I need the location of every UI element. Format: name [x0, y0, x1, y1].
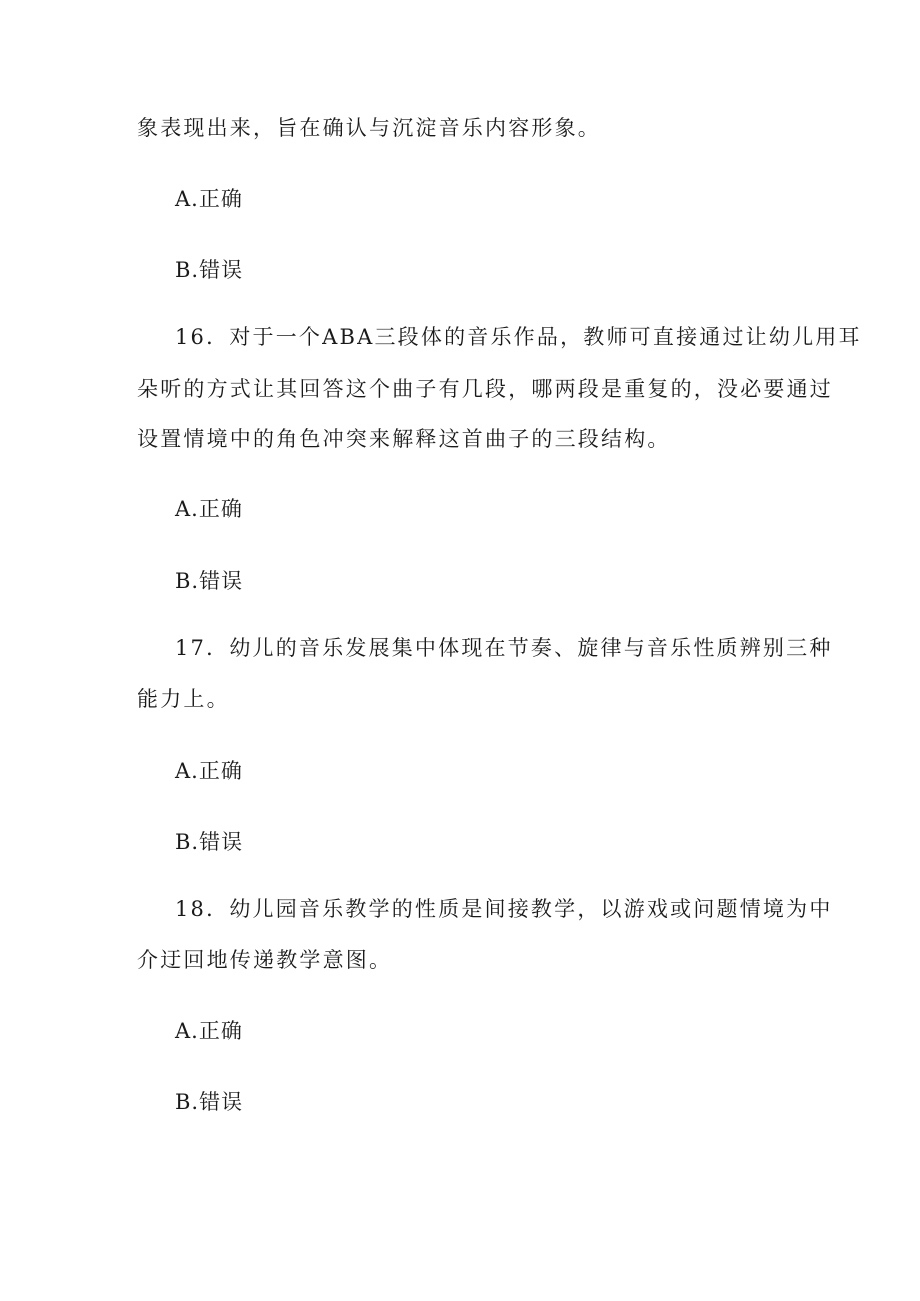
question-17-line-1: 17．幼儿的音乐发展集中体现在节奏、旋律与音乐性质辨别三种 [175, 636, 833, 660]
question-16-option-b: B.错误 [175, 569, 244, 593]
question-17-option-b: B.错误 [175, 830, 244, 854]
question-16-line-1: 16．对于一个ABA三段体的音乐作品，教师可直接通过让幼儿用耳 [175, 325, 862, 349]
question-15-continuation: 象表现出来，旨在确认与沉淀音乐内容形象。 [137, 116, 601, 140]
question-18-option-a: A.正确 [175, 1019, 243, 1043]
question-16-line-3: 设置情境中的角色冲突来解释这首曲子的三段结构。 [137, 427, 671, 451]
question-15-option-b: B.错误 [175, 258, 244, 282]
question-18-line-1: 18．幼儿园音乐教学的性质是间接教学，以游戏或问题情境为中 [175, 897, 833, 921]
question-16-line-2: 朵听的方式让其回答这个曲子有几段，哪两段是重复的，没必要通过 [137, 377, 833, 401]
question-17-option-a: A.正确 [175, 759, 243, 783]
question-17-line-2: 能力上。 [137, 687, 230, 711]
question-15-option-a: A.正确 [175, 187, 243, 211]
question-18-option-b: B.错误 [175, 1090, 244, 1114]
question-16-option-a: A.正确 [175, 497, 243, 521]
question-18-line-2: 介迂回地传递教学意图。 [137, 948, 393, 972]
